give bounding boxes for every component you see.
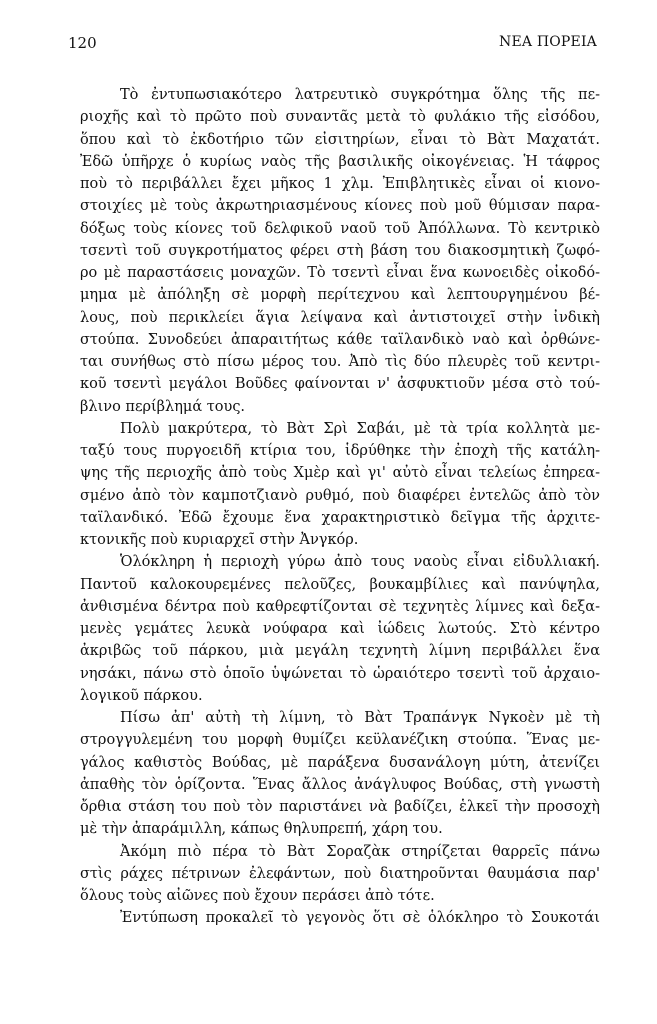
- text-line: ρο μὲ παραστάσεις μοναχῶν. Τὸ τσεντὶ εἶναι ἕνα κωνοειδὲς οἰκοδό-: [80, 265, 600, 281]
- text-line: Ὁλόκληρη ἡ περιοχὴ γύρω ἀπὸ τους ναοὺς εἶναι εἰδυλλιακή.: [120, 554, 600, 571]
- text-line: μενὲς γεμάτες λευκὰ νούφαρα καὶ ἰώδεις λωτούς. Στὸ κέντρο: [80, 621, 600, 637]
- text-line: βλινο περίβλημά τους.: [80, 398, 246, 415]
- text-line: ἀκριβῶς τοῦ πάρκου, μιὰ μεγάλη τεχνητὴ λίμνη περιβάλλει ἕνα: [80, 643, 600, 660]
- page-number: 120: [68, 34, 97, 52]
- text-line: κτονικῆς ποὺ κυριαρχεῖ στὴν Ἀνγκόρ.: [80, 532, 359, 548]
- text-line: ται συνήθως στὸ πίσω μέρος του. Ἀπὸ τὶς δύο πλευρὲς τοῦ κεντρι-: [80, 354, 600, 370]
- text-line: Ἐδῶ ὑπῆρχε ὁ κυρίως ναὸς τῆς βασιλικῆς οἰκογένειας. Ἡ τάφρος: [80, 153, 600, 170]
- paragraph-2: [80, 418, 600, 552]
- text-line: μημα μὲ ἀπόληξη σὲ μορφὴ περίτεχνου καὶ λεπτουργημένου βέ-: [80, 287, 600, 304]
- body-text: [80, 84, 600, 930]
- text-line: ταξύ τους πυργοειδῆ κτίρια του, ἱδρύθηκε τὴν ἐποχὴ τῆς κατάλη-: [80, 443, 600, 459]
- text-line: Τὸ ἐντυπωσιακότερο λατρευτικὸ συγκρότημα ὅλης τῆς πε-: [120, 87, 600, 103]
- text-line: ψης τῆς περιοχῆς ἀπὸ τοὺς Χμὲρ καὶ γι' αὐτὸ εἶναι τελείως ἐπηρεα-: [80, 465, 600, 482]
- text-line: δόξως τοὺς κίονες τοῦ δελφικοῦ ναοῦ τοῦ Ἀπόλλωνα. Τὸ κεντρικὸ: [80, 220, 600, 237]
- text-line: ταϊλανδικό. Ἐδῶ ἔχουμε ἕνα χαρακτηριστικὸ δεῖγμα τῆς ἀρχιτε-: [80, 509, 600, 526]
- text-line: Ἐντύπωση προκαλεῖ τὸ γεγονὸς ὅτι σὲ ὁλόκληρο τὸ Σουκοτάι: [120, 910, 600, 927]
- text-line: Πίσω ἀπ' αὐτὴ τὴ λίμνη, τὸ Βὰτ Τραπάνγκ Νγκοὲν μὲ τὴ: [120, 710, 600, 726]
- text-line: ποὺ τὸ περιβάλλει ἔχει μῆκος 1 χλμ. Ἐπιβλητικὲς εἶναι οἱ κιονο-: [80, 176, 600, 192]
- text-line: ὅπου καὶ τὸ ἐκδοτήριο τῶν εἰσιτηρίων, εἶναι τὸ Βὰτ Μαχατάτ.: [80, 131, 600, 148]
- running-title: ΝΕΑ ΠΟΡΕΙΑ: [499, 34, 597, 50]
- text-line: μὲ τὴν ἀπαράμιλλη, κάπως θηλυπρεπή, χάρη του.: [80, 821, 443, 838]
- paragraph-1: [80, 84, 600, 418]
- text-line: στοιχίες μὲ τοὺς ἀκρωτηριασμένους κίονες ποὺ μοῦ θύμισαν παρα-: [80, 198, 600, 215]
- paragraph-3: [80, 551, 600, 707]
- text-line: στρογγυλεμένη του μορφὴ θυμίζει κεϋλανέζικη στούπα. Ἕνας με-: [80, 732, 600, 749]
- text-line: κοῦ τσεντὶ μεγάλοι Βοῦδες φαίνονται ν' ἀσφυκτιοῦν μέσα στὸ τού-: [80, 376, 600, 393]
- text-line: Πολὺ μακρύτερα, τὸ Βὰτ Σρὶ Σαβάι, μὲ τὰ τρία κολλητὰ με-: [120, 420, 600, 437]
- text-line: στὶς ράχες πέτρινων ἐλεφάντων, ποὺ διατηροῦνται θαυμάσια παρ': [80, 865, 600, 882]
- text-line: τσεντὶ τοῦ συγκροτήματος φέρει στὴ βάση του διακοσμητικὴ ζωφό-: [80, 242, 600, 259]
- text-line: γάλος καθιστὸς Βούδας, μὲ παράξενα δυσανάλογη μύτη, ἀτενίζει: [80, 754, 600, 771]
- text-line: στούπα. Συνοδεύει ἀπαραιτήτως κάθε ταϊλανδικὸ ναὸ καὶ ὀρθώνε-: [80, 331, 600, 348]
- text-line: ριοχῆς καὶ τὸ πρῶτο ποὺ συναντᾶς μετὰ τὸ φυλάκιο τῆς εἰσόδου,: [80, 109, 600, 126]
- text-line: Παντοῦ καλοκουρεμένες πελοῦζες, βουκαμβίλιες καὶ πανύψηλα,: [80, 576, 600, 593]
- text-line: ἀπαθὴς τὸν ὁρίζοντα. Ἕνας ἄλλος ἀνάγλυφος Βούδας, στὴ γνωστὴ: [80, 776, 600, 793]
- text-line: νησάκι, πάνω στὸ ὁποῖο ὑψώνεται τὸ ὡραιότερο τσεντὶ τοῦ ἀρχαιο-: [80, 665, 600, 682]
- text-line: λους, ποὺ περικλείει ἅγια λείψανα καὶ ἀντιστοιχεῖ στὴν ἰνδικὴ: [80, 309, 600, 326]
- text-line: ὄρθια στάση του ποὺ τὸν παριστάνει νὰ βαδίζει, ἑλκεῖ τὴν προσοχὴ: [80, 799, 600, 815]
- paragraph-6: [80, 907, 600, 929]
- paragraph-5: [80, 841, 600, 908]
- text-line: ἀνθισμένα δέντρα ποὺ καθρεφτίζονται σὲ τεχνητὲς λίμνες καὶ δεξα-: [80, 598, 600, 615]
- text-line: λογικοῦ πάρκου.: [80, 687, 203, 704]
- text-line: ὅλους τοὺς αἰῶνες ποὺ ἔχουν περάσει ἀπὸ τότε.: [80, 888, 435, 904]
- text-line: σμένο ἀπὸ τὸν καμποτζιανὸ ρυθμό, ποὺ διαφέρει ἐντελῶς ἀπὸ τὸν: [80, 487, 600, 504]
- text-line: Ἀκόμη πιὸ πέρα τὸ Βὰτ Σοραζὰκ στηρίζεται θαρρεῖς πάνω: [120, 843, 600, 860]
- paragraph-4: [80, 707, 600, 841]
